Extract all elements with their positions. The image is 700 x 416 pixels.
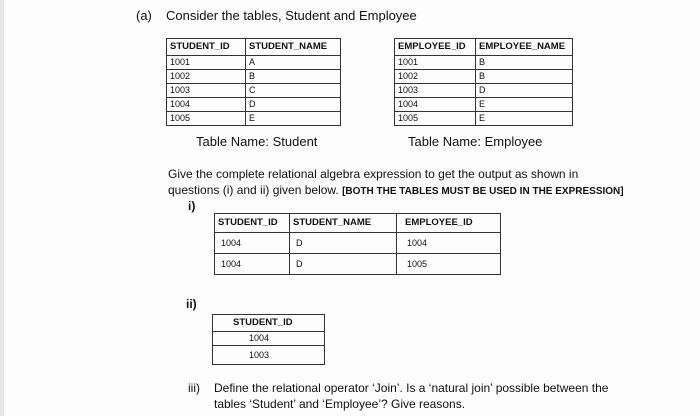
table-row xyxy=(213,332,325,346)
table-row xyxy=(167,112,341,126)
table-cell: 1004 xyxy=(395,98,476,112)
table-header-row xyxy=(215,214,501,233)
table-row xyxy=(167,70,341,84)
table-header-row xyxy=(213,315,325,332)
student-table-caption: Table Name: Student xyxy=(196,134,318,149)
instruction-line-1: Give the complete relational algebra expression to get the output as shown in xyxy=(168,167,579,181)
question-title: Consider the tables, Student and Employee xyxy=(166,8,417,23)
part-ii-result-table xyxy=(212,314,325,365)
table-cell: 1004 xyxy=(215,254,290,275)
column-header: STUDENT_ID xyxy=(213,315,325,332)
part-i-result-table xyxy=(214,213,501,275)
column-header: STUDENT_NAME xyxy=(290,214,397,233)
page-edge-shadow xyxy=(0,0,4,416)
table-cell: 1003 xyxy=(167,84,246,98)
column-header: STUDENT_ID xyxy=(215,214,290,233)
table-cell: 1001 xyxy=(167,56,246,70)
table-cell: 1002 xyxy=(167,70,246,84)
question-label: (a) xyxy=(136,8,152,23)
table-row xyxy=(215,233,501,254)
column-header: EMPLOYEE_NAME xyxy=(476,39,573,56)
column-header: EMPLOYEE_ID xyxy=(397,214,501,233)
table-header-row xyxy=(167,39,341,56)
student-table xyxy=(166,38,341,126)
table-row xyxy=(395,70,573,84)
table-cell: E xyxy=(476,112,573,126)
table-cell: D xyxy=(246,98,341,112)
table-cell: 1003 xyxy=(395,84,476,98)
employee-table-caption: Table Name: Employee xyxy=(408,134,543,149)
table-cell: C xyxy=(246,84,341,98)
table-row xyxy=(167,84,341,98)
table-cell: 1004 xyxy=(215,233,290,254)
table-row xyxy=(395,56,573,70)
instruction-emphasis: [BOTH THE TABLES MUST BE USED IN THE EXPRESSION] xyxy=(342,186,624,197)
table-row xyxy=(395,112,573,126)
table-cell: 1005 xyxy=(167,112,246,126)
table-row xyxy=(215,254,501,275)
part-iii-line-1: Define the relational operator ‘Join’. Is a ‘natural join’ possible between the xyxy=(214,381,609,395)
part-iii-label: iii) xyxy=(188,381,200,395)
table-cell: 1002 xyxy=(395,70,476,84)
table-header-row xyxy=(395,39,573,56)
table-cell: 1005 xyxy=(395,112,476,126)
column-header: STUDENT_ID xyxy=(167,39,246,56)
column-header: STUDENT_NAME xyxy=(246,39,341,56)
table-cell: D xyxy=(476,84,573,98)
part-ii-label: ii) xyxy=(186,297,197,311)
table-row xyxy=(395,84,573,98)
table-cell: 1004 xyxy=(397,233,501,254)
table-row xyxy=(213,346,325,365)
table-row xyxy=(395,98,573,112)
part-i-label: i) xyxy=(188,199,196,213)
table-cell: 1001 xyxy=(395,56,476,70)
table-cell: D xyxy=(290,254,397,275)
table-cell: 1004 xyxy=(213,332,325,346)
part-iii-line-2: tables ‘Student’ and ‘Employee’? Give reasons. xyxy=(214,397,466,411)
table-cell: A xyxy=(246,56,341,70)
table-cell: 1005 xyxy=(397,254,501,275)
table-cell: D xyxy=(290,233,397,254)
table-row xyxy=(167,98,341,112)
table-cell: E xyxy=(476,98,573,112)
table-cell: 1003 xyxy=(213,346,325,365)
table-cell: 1004 xyxy=(167,98,246,112)
instruction-text: questions (i) and ii) given below. xyxy=(168,183,343,197)
table-cell: B xyxy=(476,56,573,70)
table-cell: E xyxy=(246,112,341,126)
column-header: EMPLOYEE_ID xyxy=(395,39,476,56)
table-cell: B xyxy=(246,70,341,84)
table-cell: B xyxy=(476,70,573,84)
table-row xyxy=(167,56,341,70)
employee-table xyxy=(394,38,573,126)
instruction-line-2 xyxy=(168,183,624,197)
